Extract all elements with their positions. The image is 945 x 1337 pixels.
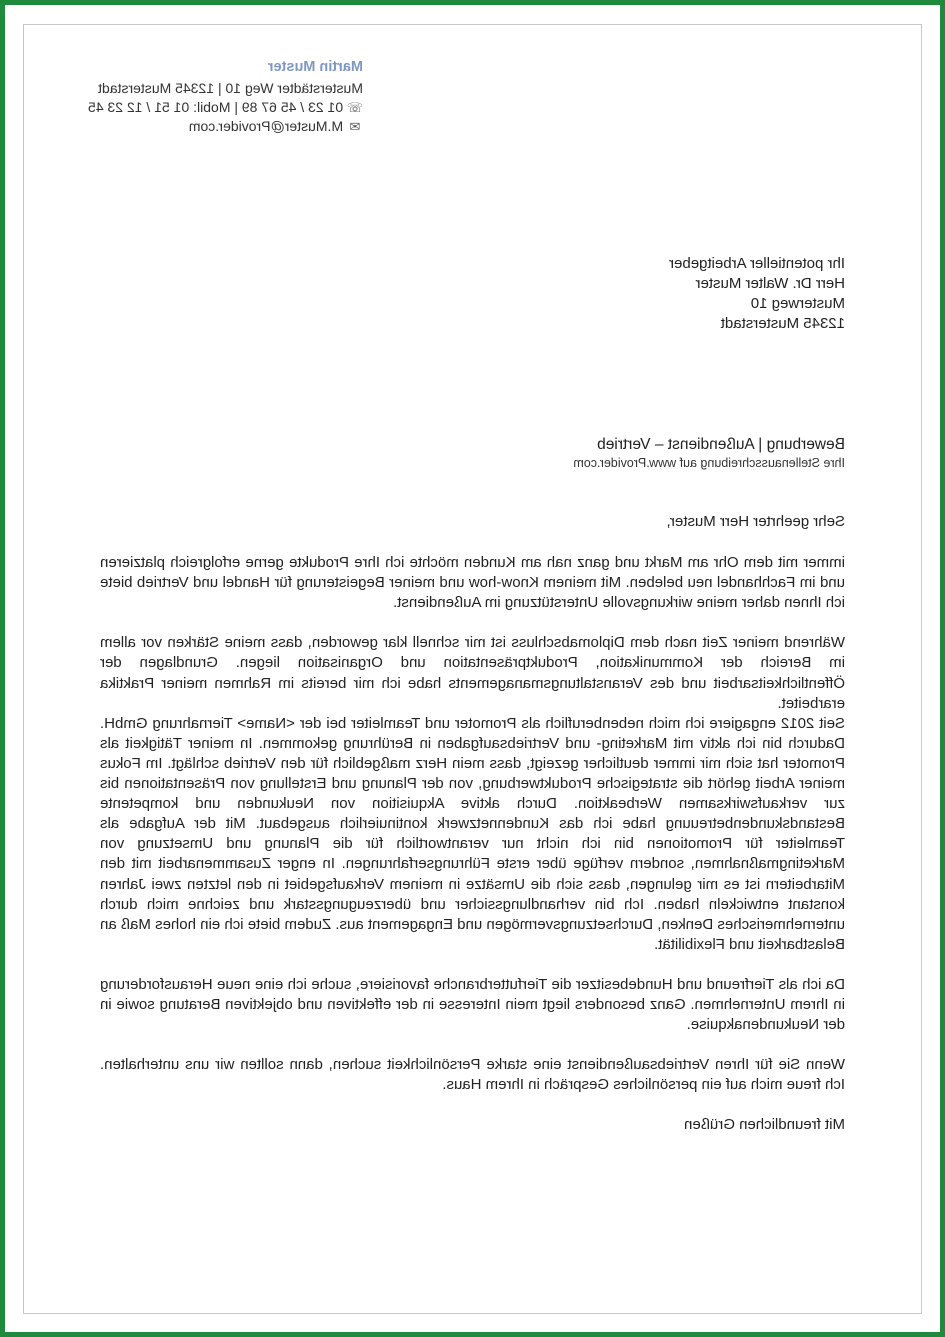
recipient-line: Musterweg 10	[750, 295, 845, 312]
sender-block	[88, 58, 363, 136]
paragraph: Wenn Sie für Ihren Vertriebsaußendienst eine starke Persönlichkeit suchen, dann sollten wir uns unterhalten. Ich freue mich auf ein persönliches Gespräch in Ihrem Haus.	[100, 1056, 845, 1094]
sender-email: M.Muster@Provider.com	[188, 118, 344, 134]
salutation: Sehr geehrter Herr Muster,	[666, 513, 845, 530]
sender-name: Martin Muster	[267, 59, 363, 75]
paragraph: Während meiner Zeit nach dem Diplomabschluss ist mir schnell klar geworden, dass meine Stärken vor allem im Bereich der Kommunikation, Produktpräsentation und Organisation liegen. Grundlagen der Öffentlichkeitsarbeit und des Veranstaltungsmanagements habe ich mir bereits im Rahmen meiner Praktika erarbeitet.	[100, 634, 845, 712]
sender-email-line	[88, 117, 363, 136]
letter-body	[100, 512, 845, 1135]
recipient-block	[669, 254, 845, 334]
envelope-icon: ✉	[349, 119, 361, 134]
subject-title: Bewerbung | Außendienst – Vertrieb	[597, 436, 845, 453]
sender-address: Musterstädter Weg 10 | 12345 Musterstadt	[98, 80, 363, 96]
paragraph: immer mit dem Ohr am Markt und ganz nah am Kunden möchte ich Ihre Produkte gerne erfolgreich platzieren und im Fachhandel neu beleben. Mit meinem Know-how und meiner Begeisterung für Handel und Vertrieb biete ich Ihnen daher meine wirkungsvolle Unterstützung im Außendienst.	[100, 554, 845, 612]
sender-phone: 01 23 / 45 67 89 | Mobil: 01 51 / 12 23 45	[88, 99, 344, 115]
phone-icon: ☏	[346, 100, 363, 115]
paragraph: Da ich als Tierfreund und Hundebesitzer die Tierfutterbranche favorisiere, suche ich eine neue Herausforderung in Ihrem Unternehmen. Ganz besonders liegt mein Interesse in der effektiven und objektiven Beratung sowie in der Neukundenakquise.	[100, 975, 845, 1034]
closing: Mit freundlichen Grüßen	[684, 1116, 845, 1134]
subject-reference: Ihre Stellenausschreibung auf www.Provider.com	[573, 456, 845, 470]
recipient-line: Ihr potentieller Arbeitgeber	[669, 255, 845, 272]
sender-phone-line	[88, 98, 363, 117]
recipient-line: 12345 Musterstadt	[720, 315, 845, 332]
subject-block	[573, 436, 845, 470]
paragraph: Seit 2012 engagiere ich mich nebenberuflich als Promoter und Teamleiter bei der <Name> Tiernahrung GmbH. Dadurch bin ich aktiv mit Marketing- und Vertriebsaufgaben in Berührung gekommen. In meiner Tätigkeit als Promoter hat sich mir immer deutlicher gezeigt, dass mein Herz maßgeblich für den Vertrieb schlägt. Im Fokus meiner Arbeit gehört die strategische Produktwerbung, von der Planung und Erstellung von Präsentationen bis zur verkaufswirksamen Werbeaktion. Durch aktive Akquisition von Neukunden und kompetente Bestandskundenbetreuung habe ich das Kundennetzwerk kontinuierlich ausgebaut. Mit der Aufgabe als Teamleiter für Promotionen bin ich nicht nur verantwortlich für die Planung und Umsetzung von Marketingmaßnahmen, sondern verfüge über erste Führungserfahrungen. In enger Zusammenarbeit mit den Mitarbeitern ist es mir gelungen, dass sich die Umsätze in meinem Verkaufsgebiet in den letzten zwei Jahren konstant entwickeln haben. Ich bin verhandlungssicher und überzeugungsstark und zeichne mich durch unternehmerisches Denken, Durchsetzungsvermögen und Engagement aus. Zudem biete ich ein hohes Maß an Belastbarkeit und Flexibilität.	[100, 714, 845, 953]
recipient-line: Herr Dr. Walter Muster	[695, 275, 845, 292]
